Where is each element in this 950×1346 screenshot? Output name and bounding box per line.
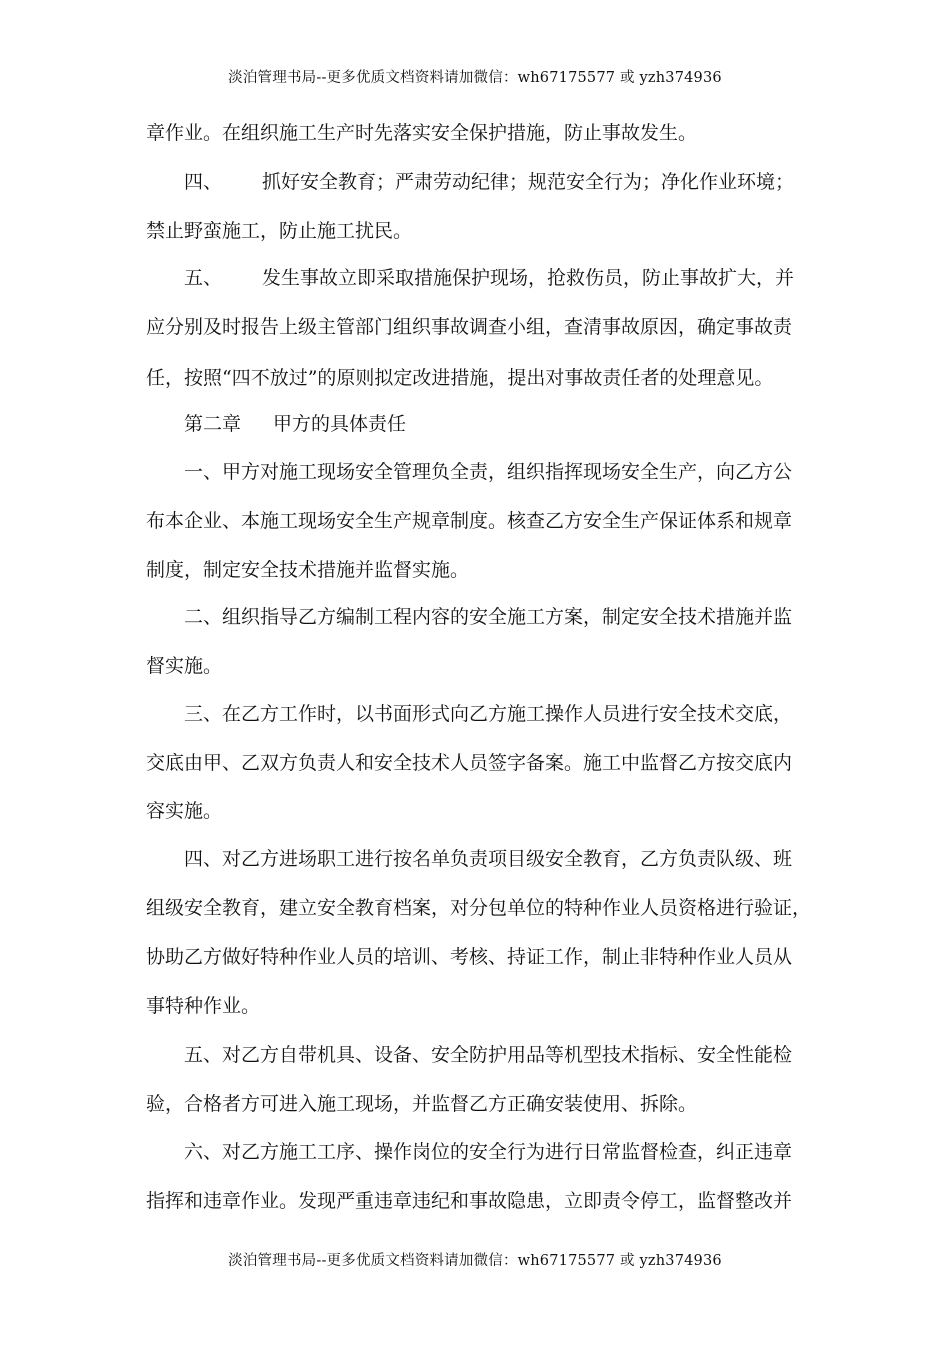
body-line: 禁止野蛮施工，防止施工扰民。 — [146, 220, 413, 242]
body-line: 组级安全教育，建立安全教育档案，对分包单位的特种作业人员资格进行验证， — [146, 897, 812, 919]
chapter-number: 第二章 — [184, 413, 242, 435]
body-line: 一、甲方对施工现场安全管理负全责，组织指挥现场安全生产，向乙方公 — [184, 461, 793, 483]
body-line: 制度，制定安全技术措施并监督实施。 — [146, 559, 470, 581]
body-line: 应分别及时报告上级主管部门组织事故调查小组，查清事故原因，确定事故责 — [146, 316, 793, 338]
clause-text: 抓好安全教育；严肃劳动纪律；规范安全行为；净化作业环境； — [262, 171, 795, 193]
body-line: 协助乙方做好特种作业人员的培训、考核、持证工作，制止非特种作业人员从 — [146, 946, 793, 968]
body-line: 二、组织指导乙方编制工程内容的安全施工方案，制定安全技术措施并监 — [184, 606, 793, 628]
body-line: 五、对乙方自带机具、设备、安全防护用品等机型技术指标、安全性能检 — [184, 1044, 793, 1066]
chapter-title: 甲方的具体责任 — [273, 413, 407, 435]
body-line: 三、在乙方工作时，以书面形式向乙方施工操作人员进行安全技术交底， — [184, 703, 793, 725]
page-header: 淡泊管理书局--更多优质文档资料请加微信：wh67175577 或 yzh374936 — [228, 70, 722, 86]
body-line: 指挥和违章作业。发现严重违章违纪和事故隐患，立即责令停工，监督整改并 — [146, 1190, 793, 1212]
body-line: 布本企业、本施工现场安全生产规章制度。核查乙方安全生产保证体系和规章 — [146, 510, 793, 532]
body-line: 六、对乙方施工工序、操作岗位的安全行为进行日常监督检查，纠正违章 — [184, 1141, 793, 1163]
body-line: 交底由甲、乙双方负责人和安全技术人员签字备案。施工中监督乙方按交底内 — [146, 752, 793, 774]
body-line: 任，按照“四不放过”的原则拟定改进措施，提出对事故责任者的处理意见。 — [146, 367, 774, 389]
chapter-heading — [184, 412, 406, 436]
clause-text: 发生事故立即采取措施保护现场，抢救伤员，防止事故扩大，并 — [262, 267, 795, 289]
body-line: 四、对乙方进场职工进行按名单负责项目级安全教育，乙方负责队级、班 — [184, 848, 793, 870]
clause-four-line — [184, 170, 794, 194]
body-line: 章作业。在组织施工生产时先落实安全保护措施，防止事故发生。 — [146, 122, 698, 144]
clause-five-line — [184, 266, 794, 290]
body-line: 督实施。 — [146, 655, 223, 677]
body-line: 事特种作业。 — [146, 995, 261, 1017]
body-line: 验，合格者方可进入施工现场，并监督乙方正确安装使用、拆除。 — [146, 1093, 698, 1115]
page-footer: 淡泊管理书局--更多优质文档资料请加微信：wh67175577 或 yzh374936 — [228, 1253, 722, 1269]
clause-number: 五、 — [184, 267, 223, 289]
clause-number: 四、 — [184, 171, 223, 193]
body-line: 容实施。 — [146, 800, 223, 822]
